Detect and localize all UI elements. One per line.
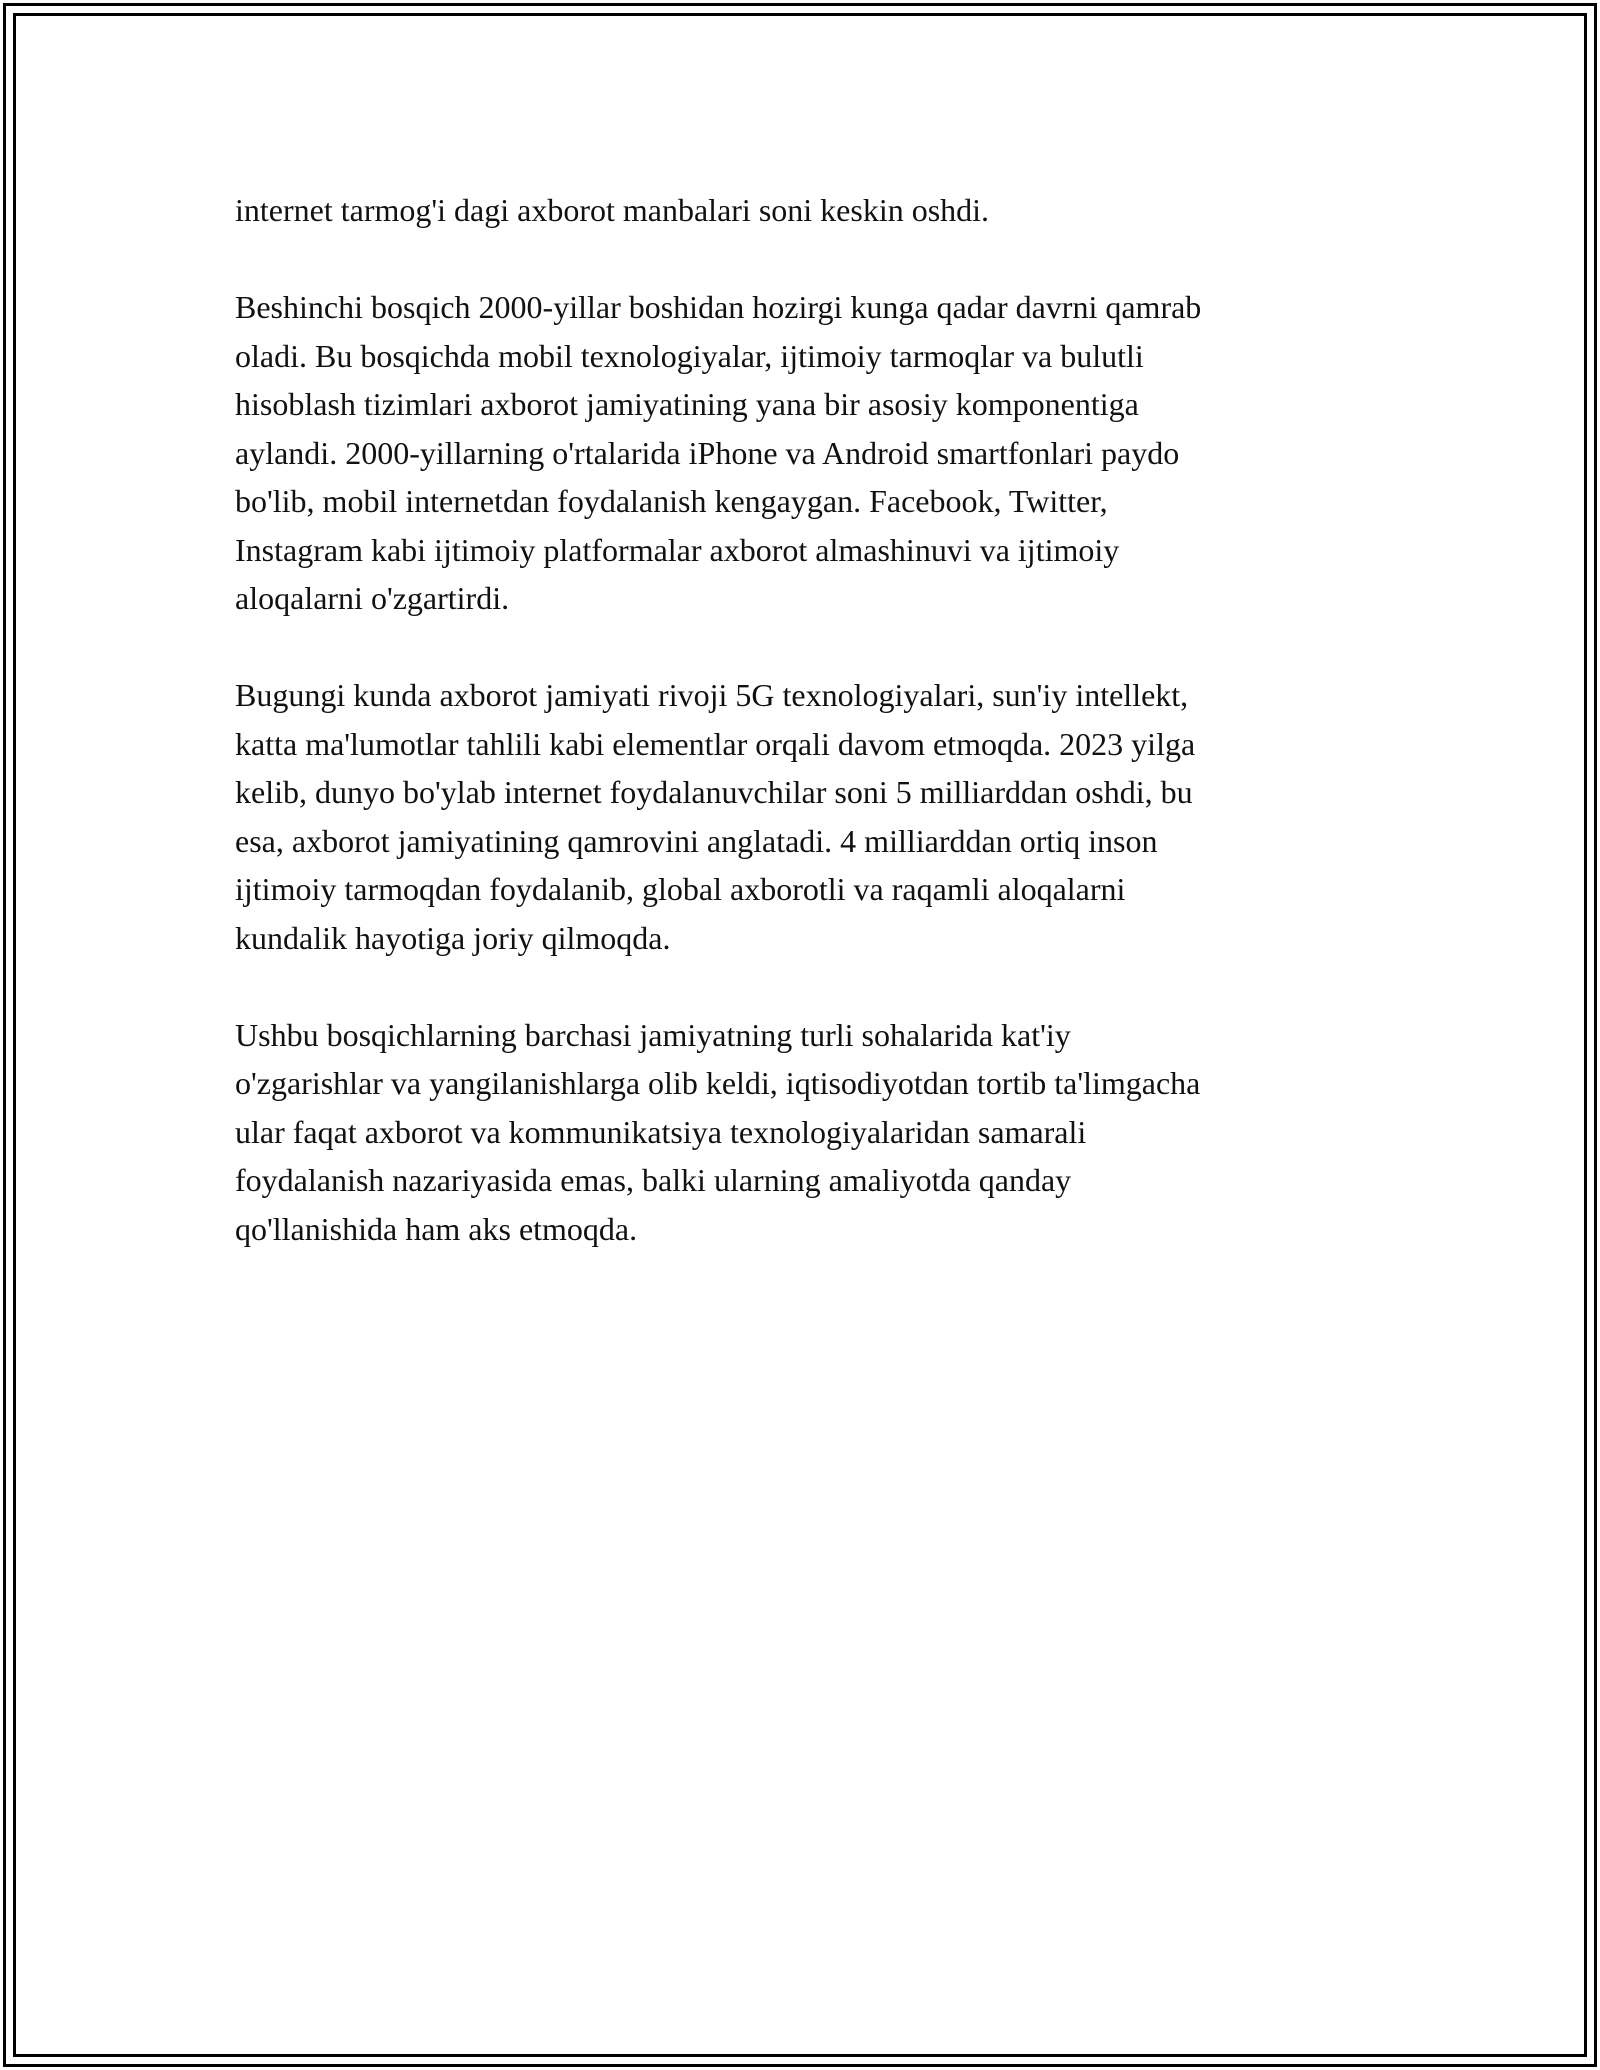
- text-line: Ushbu bosqichlarning barchasi jamiyatning turli sohalarida kat'iy: [235, 1016, 1071, 1053]
- text-line: oladi. Bu bosqichda mobil texnologiyalar, ijtimoiy tarmoqlar va bulutli: [235, 337, 1144, 374]
- text-line: katta ma'lumotlar tahlili kabi elementlar orqali davom etmoqda. 2023 yilga: [235, 725, 1196, 762]
- text-line: internet tarmog'i dagi axborot manbalari soni keskin oshdi.: [235, 192, 990, 228]
- paragraph-1: [235, 186, 1365, 235]
- text-line: Beshinchi bosqich 2000-yillar boshidan hozirgi kunga qadar davrni qamrab: [235, 289, 1202, 325]
- text-line: hisoblash tizimlari axborot jamiyatining yana bir asosiy komponentiga: [235, 386, 1139, 422]
- text-line: o'zgarishlar va yangilanishlarga olib keldi, iqtisodiyotdan tortib ta'limgacha: [235, 1065, 1201, 1101]
- document-body: [235, 186, 1365, 1302]
- paragraph-4: [235, 1011, 1365, 1254]
- text-line: qo'llanishida ham aks etmoqda.: [235, 1210, 638, 1247]
- text-line: aloqalarni o'zgartirdi.: [235, 580, 510, 616]
- paragraph-3: [235, 671, 1365, 962]
- text-line: Instagram kabi ijtimoiy platformalar axborot almashinuvi va ijtimoiy: [235, 531, 1120, 568]
- text-line: Bugungi kunda axborot jamiyati rivoji 5G texnologiyalari, sun'iy intellekt,: [235, 677, 1189, 713]
- text-line: ular faqat axborot va kommunikatsiya texnologiyalaridan samarali: [235, 1113, 1087, 1150]
- text-line: ijtimoiy tarmoqdan foydalanib, global axborotli va raqamli aloqalarni: [235, 871, 1126, 907]
- text-line: kundalik hayotiga joriy qilmoqda.: [235, 919, 671, 956]
- text-line: esa, axborot jamiyatining qamrovini anglatadi. 4 milliarddan ortiq inson: [235, 822, 1158, 859]
- text-line: foydalanish nazariyasida emas, balki ularning amaliyotda qanday: [235, 1162, 1072, 1198]
- paragraph-2: [235, 283, 1365, 623]
- text-line: kelib, dunyo bo'ylab internet foydalanuvchilar soni 5 milliarddan oshdi, bu: [235, 774, 1193, 810]
- text-line: aylandi. 2000-yillarning o'rtalarida iPhone va Android smartfonlari paydo: [235, 434, 1180, 471]
- text-line: bo'lib, mobil internetdan foydalanish kengaygan. Facebook, Twitter,: [235, 483, 1108, 519]
